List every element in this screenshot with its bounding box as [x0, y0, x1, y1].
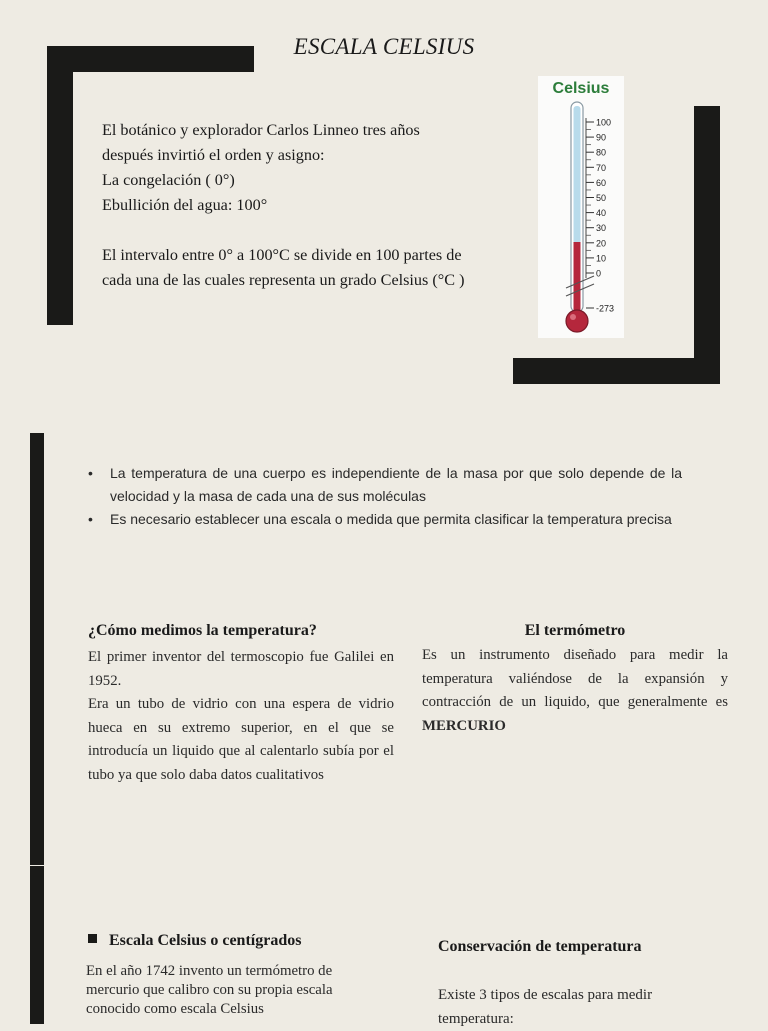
scale-label: 80 [596, 147, 607, 158]
thermometer-title: Celsius [552, 80, 610, 97]
celsius-scale-body [86, 962, 386, 1019]
scale-label: 100 [596, 117, 612, 128]
frame-bar-right [694, 106, 720, 384]
paragraph: Era un tubo de vidrio con una espera de vidrio hueca en su extremo superior, en el que se introducía un liquido que al calentarlo subía por el tubo ya que solo daba datos cualitativos [88, 696, 394, 783]
paragraph [422, 644, 728, 738]
list-item: • Es necesario establecer una escala o medida que permita clasificar la temperatura precisa [88, 508, 682, 531]
temperature-conservation-heading: Conservación de temperatura [438, 938, 642, 955]
intro-line: después invirtió el orden y asigno: [102, 146, 325, 164]
intro-line: El botánico y explorador Carlos Linneo tres años [102, 121, 420, 139]
thermometer-illustration [538, 76, 624, 338]
how-measure-heading: ¿Cómo medimos la temperatura? [88, 622, 317, 639]
text-line: temperatura: [438, 1011, 514, 1027]
scale-label: 0 [596, 268, 602, 279]
slide3-side-bar [30, 866, 44, 1024]
frame-bar-bottom-right [513, 358, 720, 384]
thermometer-heading: El termómetro [524, 622, 626, 639]
slide-title: ESCALA CELSIUS [293, 34, 475, 59]
scale-label: 20 [596, 238, 607, 249]
scale-label: 90 [596, 132, 607, 143]
intro-text [102, 118, 482, 293]
scale-label: 40 [596, 208, 607, 219]
slide2-side-bar [30, 433, 44, 865]
bullet-list [88, 462, 682, 531]
intro-line: La congelación ( 0°) [102, 171, 235, 189]
text-line: mercurio que calibro con su propia escala [86, 982, 333, 998]
text-line: En el año 1742 invento un termómetro de [86, 963, 333, 979]
thermometer-icon [538, 76, 624, 338]
scale-label: 70 [596, 162, 607, 173]
list-item: • La temperatura de una cuerpo es independiente de la masa por que solo depende de la velocidad y la masa de cada una de sus moléculas [88, 462, 682, 508]
text-line: conocido como escala Celsius [86, 1001, 264, 1017]
text-line: Existe 3 tipos de escalas para medir [438, 987, 653, 1003]
thermometer-body-text: Es un instrumento diseñado para medir la temperatura valiéndose de la expansión y contracción de un liquido, que generalmente es [422, 647, 728, 710]
thermometer-body [422, 644, 728, 738]
square-bullet-icon [88, 934, 97, 943]
scale-label: -273 [596, 303, 615, 314]
celsius-scale-heading [88, 932, 408, 950]
intro-line: Ebullición del agua: 100° [102, 196, 268, 214]
scale-label: 50 [596, 193, 607, 203]
scale-label: 60 [596, 177, 607, 188]
interval-text: El intervalo entre 0° a 100°C se divide en 100 partes de cada una de las cuales representa un grado Celsius (°C ) [102, 246, 465, 289]
mercury-emphasis: MERCURIO [422, 717, 506, 734]
how-measure-body [88, 646, 394, 787]
scale-label: 30 [596, 223, 607, 234]
paragraph: El primer inventor del termoscopio fue Galilei en 1952. [88, 649, 394, 689]
frame-bar-left [47, 46, 73, 325]
celsius-scale-heading-text: Escala Celsius o centígrados [109, 932, 302, 949]
scale-label: 10 [596, 253, 607, 264]
